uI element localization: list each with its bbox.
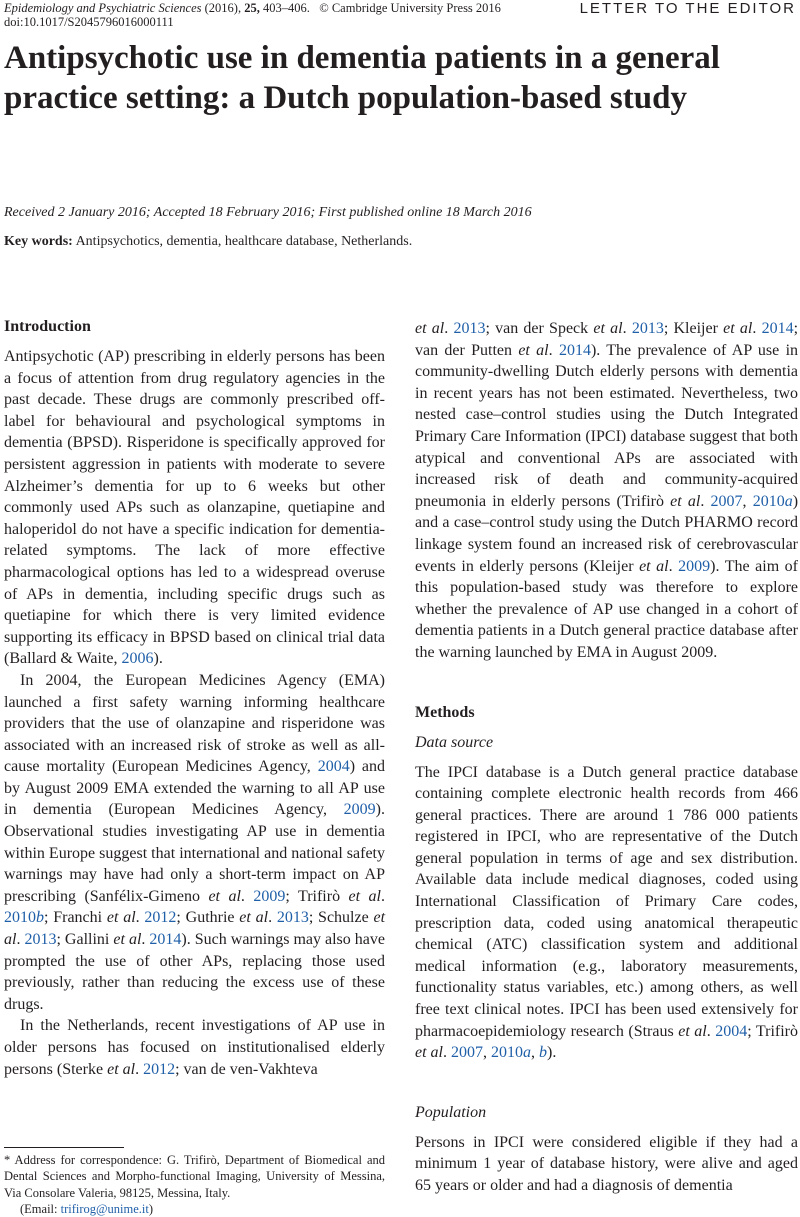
keywords-label: Key words: [4,234,73,249]
population-paragraph: Persons in IPCI were considered eligible if they had a minimum 1 year of database history, were alive and aged 65 years or older and had a diagnosis of dementia [415,1133,798,1194]
population-heading: Population [415,1103,487,1121]
ref-link[interactable]: 2013 [24,931,57,949]
ref-link[interactable]: 2010a [752,492,793,510]
methods-heading: Methods [415,703,475,721]
keywords-text: Antipsychotics, dementia, healthcare database, Netherlands. [75,234,413,249]
ref-link[interactable]: 2013 [276,909,309,927]
ref-link[interactable]: 2010b [4,909,44,927]
footnote-email-line: (Email: trifirog@unime.it) [20,1201,154,1216]
intro-paragraph-3: In the Netherlands, recent investigations of AP use in older persons has focused on institutionalised elderly persons (Sterke et al. 2012; van de ven-Vakhteva [4,1017,385,1078]
ref-link[interactable]: 2007 [451,1044,483,1062]
intro-paragraph-1: Antipsychotic (AP) prescribing in elderly persons has been a focus of attention from drug regulatory agencies in the past decade. These drugs are commonly prescribed off-label for behavioural and psychological symptoms in dementia (BPSD). Risperidone is specifically approved for persistent aggression in patients with moderate to severe Alzheimer’s dementia for up to 6 weeks but other commonly used APs such as olanzapine, quetiapine and haloperidol do not have a specific indication for dementia-related symptoms. The lack of more effective pharmacological options has led to a widespread overuse of APs in dementia, including specific drugs such as quetiapine for which there is very limited evidence supporting its efficacy in BPSD based on clinical trial data (Ballard & Waite, 2006). [4,348,385,668]
correspondence-footnote [4,1152,385,1217]
section-label: LETTER TO THE EDITOR [579,0,796,17]
journal-pages: 403–406. [262,1,310,15]
ref-link[interactable]: 2004 [317,758,350,776]
right-column [415,318,798,1197]
intro-paragraph-2: In 2004, the European Medicines Agency (EMA) launched a first safety warning informing healthcare providers that the use of olanzapine and risperidone was associated with an increased risk of stroke as well as all-cause mortality (European Medicines Agency, 2004) and by August 2009 EMA extended the warning to all AP use in dementia (European Medicines Agency, 2009). Observational studies investigating AP use in dementia within Europe suggest that international and national safety warnings may have had only a short-term impact on AP prescribing (Sanfélix-Gimeno et al. 2009; Trifirò et al. 2010b; Franchi et al. 2012; Guthrie et al. 2013; Schulze et al. 2013; Gallini et al. 2014). Such warnings may also have prompted the use of other APs, replacing those used previously, rather than reducing the excess use of these drugs. [4,671,386,1013]
ref-link[interactable]: 2006 [121,650,154,668]
footnote-text: * Address for correspondence: G. Trifirò, Department of Biomedical and Dental Sciences and Morpho-functional Imaging, University of Messina, Via Consolare Valeria, 98125, Messina, Italy. [4,1153,385,1200]
data-source-paragraph: The IPCI database is a Dutch general practice database containing complete electronic health records from 466 general practices. There are around 1 786 000 patients registered in IPCI, who are representative of the Dutch general population in terms of age and sex distribution. Available data include medical diagnoses, coded using International Classification of Primary Care codes, prescription data, coded using anatomical therapeutic chemical (ATC) classification system and additional medical information (e.g., laboratory measurements, functionality status variables, etc.) among others, as well free text clinical notes. IPCI has been used extensively for pharmacoepidemiology research (Straus et al. 2004; Trifirò et al. 2007, 2010a, b). [415,763,799,1062]
journal-citation [4,1,501,16]
introduction-heading: Introduction [4,318,91,335]
journal-volume: 25, [244,1,260,15]
ref-link[interactable]: 2009 [343,801,376,819]
left-column [4,316,385,1080]
ref-link[interactable]: 2013 [453,320,486,337]
journal-year: (2016), [204,1,242,15]
received-dates: Received 2 January 2016; Accepted 18 February 2016; First published online 18 March 2016 [4,205,532,220]
footnote-rule [4,1147,124,1148]
ref-link[interactable]: 2007 [710,492,743,510]
email-link[interactable]: trifirog@unime.it [60,1201,149,1216]
ref-link[interactable]: 2012 [143,1060,176,1078]
article-title: Antipsychotic use in dementia patients in a general practice setting: a Dutch population-based study [4,40,720,116]
ref-link[interactable]: 2014 [558,341,591,359]
doi: doi:10.1017/S2045796016000111 [4,15,174,29]
ref-link[interactable]: 2013 [631,320,664,337]
ref-link[interactable]: 2009 [253,887,286,905]
ref-link[interactable]: 2012 [144,909,177,927]
ref-link[interactable]: 2014 [149,931,182,949]
ref-link[interactable]: b [539,1044,547,1062]
ref-link[interactable]: 2010a [491,1044,531,1062]
ref-link[interactable]: 2004 [715,1022,748,1040]
ref-link[interactable]: 2014 [761,320,794,337]
journal-name: Epidemiology and Psychiatric Sciences [4,1,202,15]
copyright: © Cambridge University Press 2016 [319,1,501,15]
intro-paragraph-3-continued: et al. 2013; van der Speck et al. 2013; Kleijer et al. 2014; van der Putten et al. 2014). The prevalence of AP use in community-dwelling Dutch elderly persons with dementia in recent years has not been estimated. Nevertheless, two nested case–control studies using the Dutch Integrated Primary Care Information (IPCI) database suggest that both atypical and conventional APs are associated with increased risk of death and community-acquired pneumonia in elderly persons (Trifirò et al. 2007, 2010a) and a case–control study using the Dutch PHARMO record linkage system found an increased risk of cerebrovascular events in elderly persons (Kleijer et al. 2009). The aim of this population-based study was therefore to explore whether the prevalence of AP use changed in a cohort of dementia patients in a Dutch general practice database after the warning launched by EMA in August 2009. [415,320,799,661]
data-source-heading: Data source [415,733,494,751]
ref-link[interactable]: 2009 [678,557,711,575]
keywords [4,233,412,251]
